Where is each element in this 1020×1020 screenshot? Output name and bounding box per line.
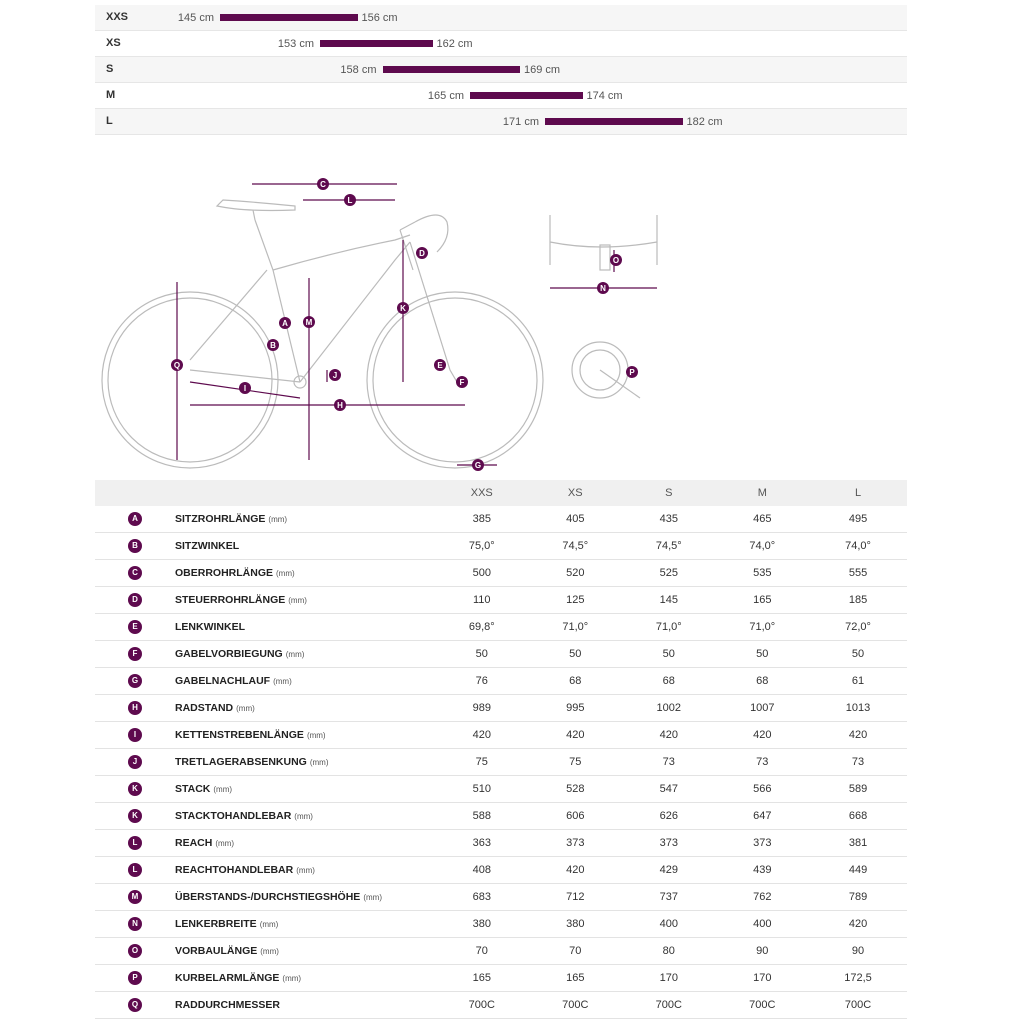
value-cell: 626 bbox=[622, 803, 716, 830]
value-cell: 76 bbox=[435, 668, 529, 695]
range-min-label: 165 cm bbox=[427, 90, 464, 102]
handlebar bbox=[415, 215, 448, 252]
badge-letter-p: P bbox=[629, 368, 635, 377]
row-letter-badge: A bbox=[128, 512, 142, 526]
size-row-xs bbox=[95, 31, 907, 57]
size-column-header: S bbox=[622, 480, 716, 506]
badge-letter-f: F bbox=[459, 378, 465, 387]
row-name-text: KETTENSTREBENLÄNGE bbox=[175, 729, 304, 741]
row-name bbox=[175, 695, 435, 722]
table-row bbox=[95, 668, 907, 695]
row-name bbox=[175, 830, 435, 857]
table-row bbox=[95, 884, 907, 911]
row-letter-badge: L bbox=[128, 836, 142, 850]
row-name-text: RADSTAND bbox=[175, 702, 234, 714]
table-row bbox=[95, 695, 907, 722]
table-row bbox=[95, 641, 907, 668]
value-cell: 420 bbox=[622, 722, 716, 749]
row-name-text: LENKERBREITE bbox=[175, 918, 257, 930]
badge-letter-n: N bbox=[600, 284, 606, 293]
value-cell: 420 bbox=[809, 722, 907, 749]
row-name bbox=[175, 722, 435, 749]
row-name bbox=[175, 857, 435, 884]
table-body bbox=[95, 506, 907, 1019]
value-cell: 74,5° bbox=[622, 533, 716, 560]
value-cell: 68 bbox=[622, 668, 716, 695]
row-letter-badge: E bbox=[128, 620, 142, 634]
row-letter-badge: H bbox=[128, 701, 142, 715]
size-label: M bbox=[106, 89, 116, 101]
row-unit: (mm) bbox=[306, 731, 326, 740]
bike-frame-drawing bbox=[102, 200, 543, 468]
value-cell: 535 bbox=[716, 560, 810, 587]
size-range-chart bbox=[95, 5, 907, 135]
row-unit: (mm) bbox=[236, 704, 255, 713]
table-row bbox=[95, 938, 907, 965]
value-cell: 420 bbox=[809, 911, 907, 938]
value-cell: 172,5 bbox=[809, 965, 907, 992]
size-row-s bbox=[95, 57, 907, 83]
row-badge-cell bbox=[95, 776, 175, 803]
badge-letter-a: A bbox=[282, 319, 288, 328]
range-max-label: 174 cm bbox=[586, 90, 623, 102]
value-cell: 71,0° bbox=[716, 614, 810, 641]
row-unit: (mm) bbox=[260, 947, 279, 956]
value-cell: 420 bbox=[716, 722, 810, 749]
value-cell: 400 bbox=[716, 911, 810, 938]
value-cell: 125 bbox=[529, 587, 623, 614]
badge-letter-i: I bbox=[243, 384, 247, 393]
range-bar bbox=[320, 40, 433, 47]
row-letter-badge: N bbox=[128, 917, 142, 931]
row-badge-cell bbox=[95, 830, 175, 857]
value-cell: 68 bbox=[529, 668, 623, 695]
value-cell: 170 bbox=[716, 965, 810, 992]
row-name-text: GABELVORBIEGUNG bbox=[175, 648, 283, 660]
value-cell: 69,8° bbox=[435, 614, 529, 641]
table-row bbox=[95, 560, 907, 587]
row-badge-cell bbox=[95, 722, 175, 749]
value-cell: 74,0° bbox=[809, 533, 907, 560]
value-cell: 165 bbox=[716, 587, 810, 614]
saddle bbox=[217, 200, 295, 211]
row-letter-badge: C bbox=[128, 566, 142, 580]
stem bbox=[400, 222, 415, 230]
badge-letter-g: G bbox=[474, 461, 482, 470]
value-cell: 555 bbox=[809, 560, 907, 587]
row-letter-badge: L bbox=[128, 863, 142, 877]
seat-stay bbox=[190, 270, 267, 360]
row-badge-cell bbox=[95, 857, 175, 884]
value-cell: 74,5° bbox=[529, 533, 623, 560]
table-row bbox=[95, 722, 907, 749]
value-cell: 500 bbox=[435, 560, 529, 587]
row-name-text: OBERROHRLÄNGE bbox=[175, 567, 274, 579]
value-cell: 589 bbox=[809, 776, 907, 803]
size-label: L bbox=[106, 115, 113, 127]
value-cell: 420 bbox=[529, 857, 623, 884]
row-letter-badge: I bbox=[128, 728, 142, 742]
value-cell: 145 bbox=[622, 587, 716, 614]
value-cell: 995 bbox=[529, 695, 623, 722]
value-cell: 73 bbox=[716, 749, 810, 776]
row-name-text: STACK bbox=[175, 783, 211, 795]
row-badge-cell bbox=[95, 992, 175, 1019]
value-cell: 700C bbox=[622, 992, 716, 1019]
value-cell: 380 bbox=[529, 911, 623, 938]
row-badge-cell bbox=[95, 965, 175, 992]
row-letter-badge: J bbox=[128, 755, 142, 769]
value-cell: 400 bbox=[622, 911, 716, 938]
value-cell: 606 bbox=[529, 803, 623, 830]
range-min-label: 171 cm bbox=[502, 116, 539, 128]
row-name bbox=[175, 776, 435, 803]
value-cell: 789 bbox=[809, 884, 907, 911]
value-cell: 737 bbox=[622, 884, 716, 911]
value-cell: 989 bbox=[435, 695, 529, 722]
geometry-table bbox=[95, 480, 907, 1019]
size-label: XXS bbox=[106, 11, 129, 23]
front-wheel-inner bbox=[373, 298, 537, 462]
row-name-text: LENKWINKEL bbox=[175, 621, 245, 633]
row-name bbox=[175, 911, 435, 938]
value-cell: 762 bbox=[716, 884, 810, 911]
row-badge-cell bbox=[95, 641, 175, 668]
row-badge-cell bbox=[95, 533, 175, 560]
value-cell: 50 bbox=[716, 641, 810, 668]
value-cell: 373 bbox=[716, 830, 810, 857]
row-unit: (mm) bbox=[276, 569, 295, 578]
value-cell: 712 bbox=[529, 884, 623, 911]
value-cell: 528 bbox=[529, 776, 623, 803]
row-name bbox=[175, 560, 435, 587]
dimension-lines bbox=[177, 184, 657, 465]
value-cell: 429 bbox=[622, 857, 716, 884]
value-cell: 50 bbox=[622, 641, 716, 668]
value-cell: 110 bbox=[435, 587, 529, 614]
value-cell: 73 bbox=[622, 749, 716, 776]
seat-tube bbox=[255, 220, 300, 382]
row-name bbox=[175, 587, 435, 614]
table-row bbox=[95, 587, 907, 614]
value-cell: 1002 bbox=[622, 695, 716, 722]
row-unit: (mm) bbox=[259, 920, 279, 929]
row-name-text: TRETLAGERABSENKUNG bbox=[175, 756, 307, 768]
row-unit: (mm) bbox=[282, 974, 302, 983]
table-row bbox=[95, 533, 907, 560]
size-row-xxs bbox=[95, 5, 907, 31]
chain-stay bbox=[190, 370, 300, 382]
range-max-label: 182 cm bbox=[686, 116, 723, 128]
value-cell: 75 bbox=[435, 749, 529, 776]
value-cell: 50 bbox=[435, 641, 529, 668]
value-cell: 363 bbox=[435, 830, 529, 857]
value-cell: 385 bbox=[435, 506, 529, 533]
badge-letter-d: D bbox=[419, 249, 425, 258]
handlebar-top-view bbox=[550, 215, 657, 270]
fork bbox=[410, 242, 457, 382]
row-name bbox=[175, 668, 435, 695]
badge-letter-h: H bbox=[337, 401, 343, 410]
value-cell: 381 bbox=[809, 830, 907, 857]
row-badge-cell bbox=[95, 506, 175, 533]
value-cell: 525 bbox=[622, 560, 716, 587]
row-name bbox=[175, 749, 435, 776]
value-cell: 408 bbox=[435, 857, 529, 884]
row-name-text: STACKTOHANDLEBAR bbox=[175, 810, 292, 822]
row-name-text: VORBAULÄNGE bbox=[175, 945, 258, 957]
table-row bbox=[95, 614, 907, 641]
value-cell: 90 bbox=[716, 938, 810, 965]
value-cell: 185 bbox=[809, 587, 907, 614]
dimension-badges bbox=[171, 178, 638, 471]
value-cell: 700C bbox=[435, 992, 529, 1019]
row-name bbox=[175, 938, 435, 965]
row-name-text: SITZROHRLÄNGE bbox=[175, 513, 266, 525]
row-badge-cell bbox=[95, 614, 175, 641]
top-tube bbox=[273, 235, 410, 270]
rear-wheel bbox=[102, 292, 278, 468]
seatpost bbox=[253, 210, 255, 220]
value-cell: 73 bbox=[809, 749, 907, 776]
range-bar bbox=[470, 92, 583, 99]
row-name bbox=[175, 614, 435, 641]
value-cell: 72,0° bbox=[809, 614, 907, 641]
table-row bbox=[95, 965, 907, 992]
row-letter-badge: Q bbox=[128, 998, 142, 1012]
value-cell: 700C bbox=[716, 992, 810, 1019]
row-letter-badge: M bbox=[128, 890, 142, 904]
value-cell: 90 bbox=[809, 938, 907, 965]
value-cell: 75,0° bbox=[435, 533, 529, 560]
row-badge-cell bbox=[95, 938, 175, 965]
row-name-text: GABELNACHLAUF bbox=[175, 675, 271, 687]
size-column-header: L bbox=[809, 480, 907, 506]
value-cell: 647 bbox=[716, 803, 810, 830]
size-row-l bbox=[95, 109, 907, 135]
row-letter-badge: P bbox=[128, 971, 142, 985]
range-min-label: 158 cm bbox=[340, 64, 377, 76]
row-badge-cell bbox=[95, 884, 175, 911]
value-cell: 70 bbox=[529, 938, 623, 965]
row-unit: (mm) bbox=[285, 650, 305, 659]
row-name-text: SITZWINKEL bbox=[175, 540, 240, 552]
row-badge-cell bbox=[95, 695, 175, 722]
row-name-text: RADDURCHMESSER bbox=[175, 999, 281, 1011]
table-row bbox=[95, 992, 907, 1019]
header-empty-mark bbox=[95, 480, 175, 506]
value-cell: 566 bbox=[716, 776, 810, 803]
value-cell: 520 bbox=[529, 560, 623, 587]
value-cell: 71,0° bbox=[529, 614, 623, 641]
range-min-label: 153 cm bbox=[277, 38, 314, 50]
value-cell: 75 bbox=[529, 749, 623, 776]
badge-letter-l: L bbox=[347, 196, 353, 205]
range-max-label: 162 cm bbox=[436, 38, 473, 50]
row-name-text: KURBELARMLÄNGE bbox=[175, 972, 280, 984]
row-unit: (mm) bbox=[215, 839, 234, 848]
range-bar bbox=[383, 66, 521, 73]
front-wheel bbox=[367, 292, 543, 468]
table-row bbox=[95, 911, 907, 938]
row-name bbox=[175, 506, 435, 533]
range-bar bbox=[220, 14, 358, 21]
value-cell: 50 bbox=[809, 641, 907, 668]
range-max-label: 156 cm bbox=[361, 12, 398, 24]
row-name bbox=[175, 533, 435, 560]
badge-letter-k: K bbox=[400, 304, 406, 313]
row-letter-badge: K bbox=[128, 809, 142, 823]
row-name-text: REACH bbox=[175, 837, 213, 849]
value-cell: 420 bbox=[435, 722, 529, 749]
value-cell: 683 bbox=[435, 884, 529, 911]
value-cell: 700C bbox=[529, 992, 623, 1019]
value-cell: 420 bbox=[529, 722, 623, 749]
row-unit: (mm) bbox=[273, 677, 292, 686]
row-unit: (mm) bbox=[294, 812, 313, 821]
row-badge-cell bbox=[95, 560, 175, 587]
value-cell: 465 bbox=[716, 506, 810, 533]
row-name-text: ÜBERSTANDS-/DURCHSTIEGSHÖHE bbox=[175, 891, 361, 903]
row-unit: (mm) bbox=[288, 596, 307, 605]
row-letter-badge: G bbox=[128, 674, 142, 688]
value-cell: 1007 bbox=[716, 695, 810, 722]
row-badge-cell bbox=[95, 911, 175, 938]
row-unit: (mm) bbox=[296, 866, 315, 875]
range-min-label: 145 cm bbox=[177, 12, 214, 24]
value-cell: 380 bbox=[435, 911, 529, 938]
row-badge-cell bbox=[95, 668, 175, 695]
value-cell: 70 bbox=[435, 938, 529, 965]
badge-letter-b: B bbox=[270, 341, 276, 350]
size-column-header: XXS bbox=[435, 480, 529, 506]
header-empty-name bbox=[175, 480, 435, 506]
value-cell: 495 bbox=[809, 506, 907, 533]
value-cell: 80 bbox=[622, 938, 716, 965]
value-cell: 449 bbox=[809, 857, 907, 884]
row-name bbox=[175, 884, 435, 911]
table-row bbox=[95, 506, 907, 533]
table-row bbox=[95, 749, 907, 776]
row-name-text: STEUERROHRLÄNGE bbox=[175, 594, 286, 606]
value-cell: 510 bbox=[435, 776, 529, 803]
row-name bbox=[175, 992, 435, 1019]
table-row bbox=[95, 776, 907, 803]
row-name bbox=[175, 803, 435, 830]
value-cell: 405 bbox=[529, 506, 623, 533]
value-cell: 547 bbox=[622, 776, 716, 803]
row-letter-badge: B bbox=[128, 539, 142, 553]
down-tube bbox=[300, 242, 410, 382]
bike-geometry-diagram bbox=[95, 160, 665, 475]
row-letter-badge: D bbox=[128, 593, 142, 607]
size-row-m bbox=[95, 83, 907, 109]
size-column-header: XS bbox=[529, 480, 623, 506]
badge-letter-j: J bbox=[332, 371, 338, 380]
table-row bbox=[95, 830, 907, 857]
size-label: S bbox=[106, 63, 114, 75]
rear-wheel-inner bbox=[108, 298, 272, 462]
row-name-text: REACHTOHANDLEBAR bbox=[175, 864, 294, 876]
value-cell: 700C bbox=[809, 992, 907, 1019]
value-cell: 165 bbox=[529, 965, 623, 992]
value-cell: 61 bbox=[809, 668, 907, 695]
value-cell: 170 bbox=[622, 965, 716, 992]
value-cell: 439 bbox=[716, 857, 810, 884]
table-row bbox=[95, 857, 907, 884]
row-badge-cell bbox=[95, 749, 175, 776]
badge-letter-e: E bbox=[437, 361, 443, 370]
row-unit: (mm) bbox=[363, 893, 382, 902]
badge-letter-o: O bbox=[612, 256, 620, 265]
value-cell: 74,0° bbox=[716, 533, 810, 560]
value-cell: 373 bbox=[529, 830, 623, 857]
size-column-header: M bbox=[716, 480, 810, 506]
table-header-row bbox=[95, 480, 907, 506]
value-cell: 373 bbox=[622, 830, 716, 857]
badge-letter-m: M bbox=[305, 318, 313, 327]
badge-letter-c: C bbox=[320, 180, 326, 189]
badge-letter-q: Q bbox=[173, 361, 181, 370]
row-letter-badge: K bbox=[128, 782, 142, 796]
table-row bbox=[95, 803, 907, 830]
value-cell: 435 bbox=[622, 506, 716, 533]
value-cell: 668 bbox=[809, 803, 907, 830]
row-badge-cell bbox=[95, 803, 175, 830]
row-unit: (mm) bbox=[213, 785, 233, 794]
size-label: XS bbox=[106, 37, 121, 49]
row-unit: (mm) bbox=[309, 758, 329, 767]
row-badge-cell bbox=[95, 587, 175, 614]
value-cell: 50 bbox=[529, 641, 623, 668]
value-cell: 588 bbox=[435, 803, 529, 830]
row-unit: (mm) bbox=[268, 515, 288, 524]
value-cell: 165 bbox=[435, 965, 529, 992]
range-bar bbox=[545, 118, 683, 125]
value-cell: 68 bbox=[716, 668, 810, 695]
row-letter-badge: O bbox=[128, 944, 142, 958]
row-name bbox=[175, 965, 435, 992]
value-cell: 1013 bbox=[809, 695, 907, 722]
row-letter-badge: F bbox=[128, 647, 142, 661]
row-name bbox=[175, 641, 435, 668]
range-max-label: 169 cm bbox=[524, 64, 561, 76]
value-cell: 71,0° bbox=[622, 614, 716, 641]
